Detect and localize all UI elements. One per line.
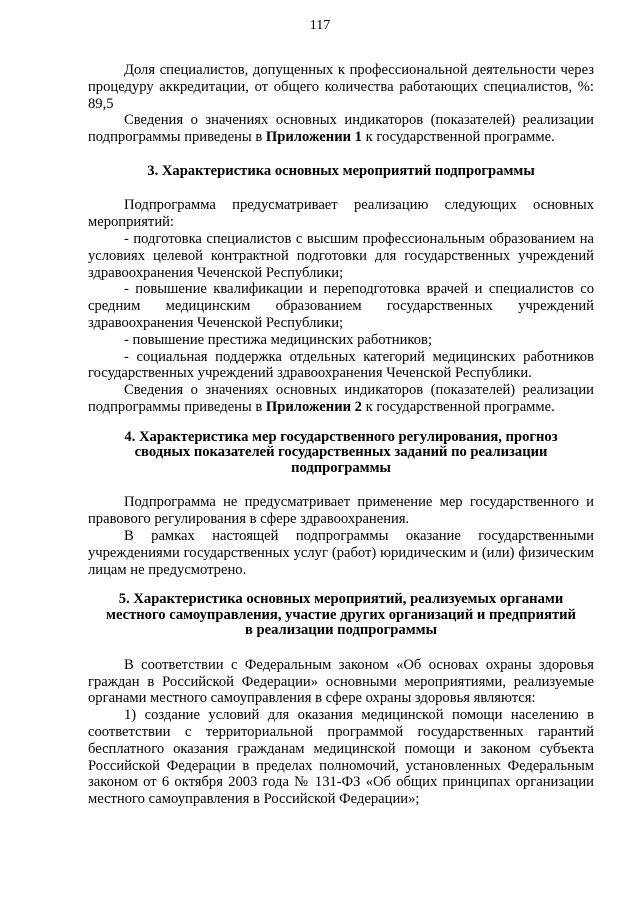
heading-line: в реализации подпрограммы (245, 622, 437, 639)
section-4-paragraph: В рамках настоящей подпрограммы оказание государственными учреждениями государственных услуг (работ) юридическим и (или) физическим лицам не предусмотрено. (88, 527, 594, 578)
section-5-paragraph: 1) создание условий для оказания медицинской помощи населению в соответствии с территориальной программой государственных гарантий бесплатного оказания гражданам медицинской помощи и законом субъекта Российской Федерации в пределах полномочий, установленных Федеральным законом от 6 октября 2003 года № 131-ФЗ «Об общих принципах организации местного самоуправления в Российской Федерации»; (88, 707, 594, 808)
page-content (88, 62, 594, 808)
text-run: к государственной программе. (361, 129, 555, 146)
section-5-paragraph: В соответствии с Федеральным законом «Об основах охраны здоровья граждан в Российской Федерации» основными мероприятиями, реализуемые органами местного самоуправления в сфере охраны здоровья являются: (88, 656, 594, 707)
text-run: к государственной программе. (361, 399, 555, 416)
heading-line: 4. Характеристика мер государственного регулирования, прогноз (124, 428, 558, 445)
section-5-heading (88, 592, 594, 639)
text-run: Сведения о значениях основных индикаторов (показателей) реализации подпрограммы приведены в (88, 112, 594, 146)
section-4-paragraph: Подпрограмма не предусматривает применение мер государственного и правового регулирования в сфере здравоохранения. (88, 494, 594, 528)
list-item: - социальная поддержка отдельных категорий медицинских работников государственных учреждений здравоохранения Чеченской Республики. (88, 348, 594, 382)
heading-line: местного самоуправления, участие других организаций и предприятий (106, 606, 576, 623)
indicator-reference-paragraph (88, 112, 594, 146)
section-3-outro (88, 382, 594, 416)
page-number: 117 (309, 18, 331, 33)
text-run: Сведения о значениях основных индикаторов (показателей) реализации подпрограммы приведены в (88, 382, 594, 416)
section-4-heading (88, 430, 594, 477)
indicator-paragraph: Доля специалистов, допущенных к профессиональной деятельности через процедуру аккредитации, от общего количества работающих специалистов, %: 89,5 (88, 62, 594, 112)
list-item: - повышение квалификации и переподготовка врачей и специалистов со средним медицинским образованием государственных учреждений здравоохранения Чеченской Республики; (88, 281, 594, 332)
list-item: - повышение престижа медицинских работников; (124, 331, 432, 348)
heading-line: подпрограммы (291, 459, 391, 476)
section-3-intro: Подпрограмма предусматривает реализацию следующих основных мероприятий: (88, 197, 594, 231)
section-3-heading: 3. Характеристика основных мероприятий подпрограммы (147, 162, 535, 179)
appendix-link-text: Приложении 1 (265, 129, 362, 146)
appendix-link-text: Приложении 2 (265, 399, 362, 416)
heading-line: 5. Характеристика основных мероприятий, реализуемых органами (118, 591, 564, 608)
list-item: - подготовка специалистов с высшим профессиональным образованием на условиях целевой контрактной подготовки для государственных учреждений здравоохранения Чеченской Республики; (88, 231, 594, 281)
heading-line: сводных показателей государственных заданий по реализации (134, 444, 548, 461)
